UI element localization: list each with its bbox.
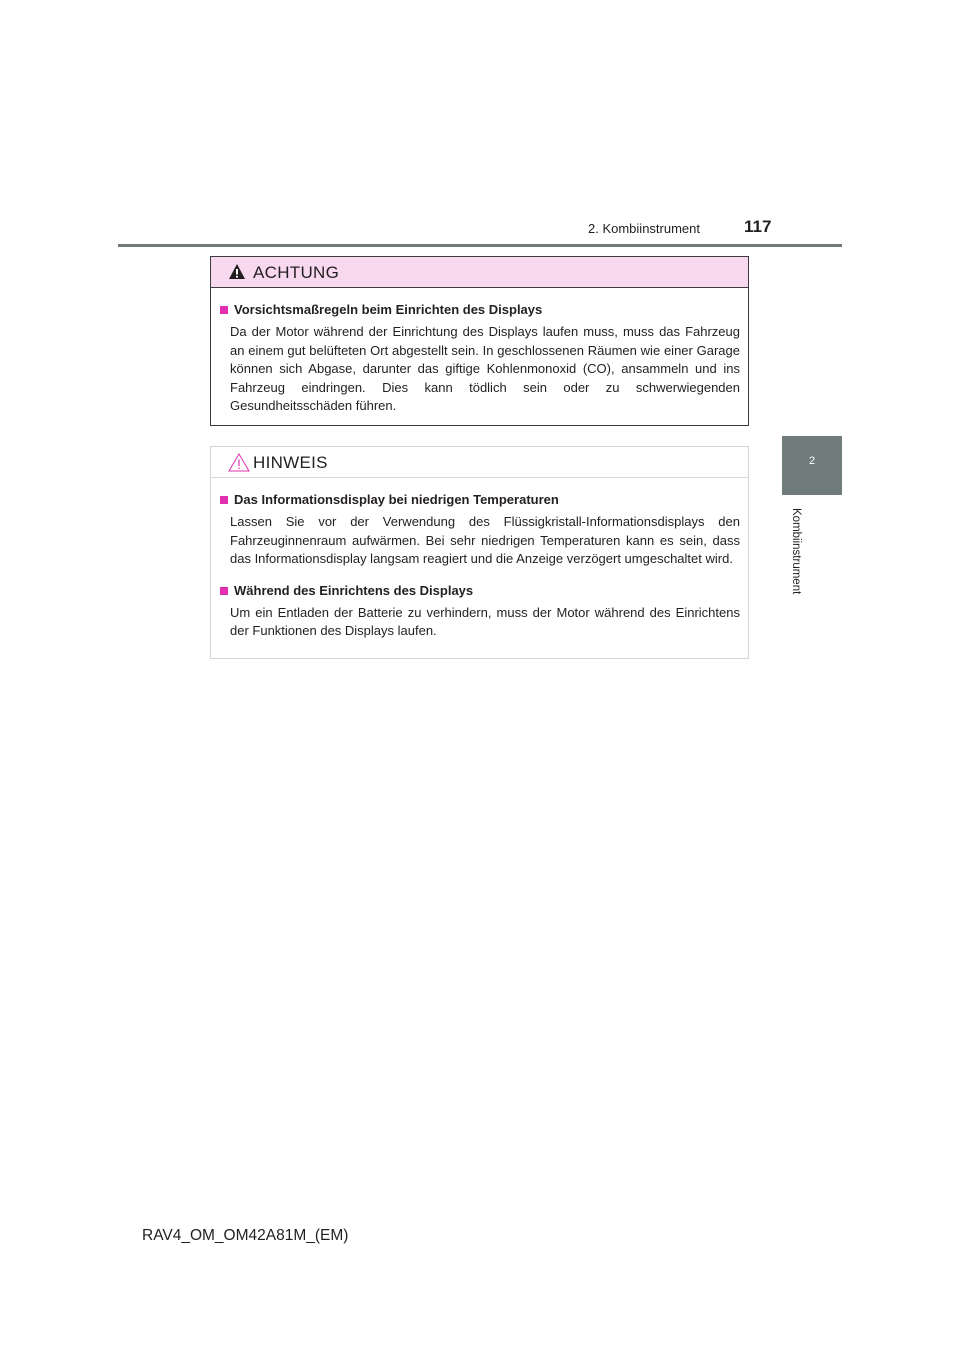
warning-item-title bbox=[219, 301, 740, 319]
square-bullet-icon bbox=[220, 496, 228, 504]
square-bullet-icon bbox=[220, 306, 228, 314]
section-title: 2. Kombiinstrument bbox=[588, 221, 700, 236]
notice-box-body bbox=[211, 478, 748, 641]
notice-item-title-text: Während des Einrichtens des Displays bbox=[234, 582, 474, 598]
chapter-number: 2 bbox=[808, 455, 816, 467]
caution-outline-triangle-icon bbox=[228, 453, 250, 477]
warning-box bbox=[210, 256, 749, 426]
notice-item-title-text: Das Informationsdisplay bei niedrigen Temperaturen bbox=[234, 492, 559, 507]
chapter-label bbox=[788, 508, 804, 618]
notice-heading: HINWEIS bbox=[253, 453, 328, 472]
warning-item-text: Da der Motor während der Einrichtung des Displays laufen muss, muss das Fahrzeug an einem gut belüfteten Ort abgestellt sein. In geschlossenen Räumen wie einer Garage können sich Abgase, darunter das giftige Kohlenmonoxid (CO), ansammeln und ins Fahrzeug eindringen. Dies kann tödlich sein oder zu schwerwiegenden Gesundheitsschäden führen. bbox=[230, 324, 740, 413]
document-code: RAV4_OM_OM42A81M_(EM) bbox=[142, 1227, 349, 1244]
warning-item-title-text: Vorsichtsmaßregeln beim Einrichten des Displays bbox=[234, 302, 543, 317]
page-number: 117 bbox=[744, 217, 772, 236]
warning-triangle-icon bbox=[228, 263, 246, 285]
notice-box bbox=[210, 446, 749, 659]
chapter-label-text: Kombiinstrument bbox=[790, 508, 802, 595]
warning-heading: ACHTUNG bbox=[253, 263, 340, 282]
notice-item-text: Lassen Sie vor der Verwendung des Flüssigkristall-Informationsdisplays den Fahrzeuginnenraum aufwärmen. Bei sehr niedrigen Temperaturen kann es sein, dass das Informationsdisplay langsam reagiert und die Anzeige verzögert umgeschaltet wird. bbox=[230, 514, 740, 566]
notice-item-title bbox=[219, 491, 740, 509]
warning-box-header bbox=[211, 257, 748, 288]
warning-box-body bbox=[211, 288, 748, 416]
header-divider bbox=[118, 244, 842, 247]
notice-item-title bbox=[219, 582, 740, 600]
notice-box-header bbox=[211, 447, 748, 478]
notice-item-text: Um ein Entladen der Batterie zu verhindern, muss der Motor während des Einrichtens der Funktionen des Displays laufen. bbox=[230, 604, 740, 638]
square-bullet-icon bbox=[220, 587, 228, 595]
chapter-tab bbox=[782, 436, 842, 495]
